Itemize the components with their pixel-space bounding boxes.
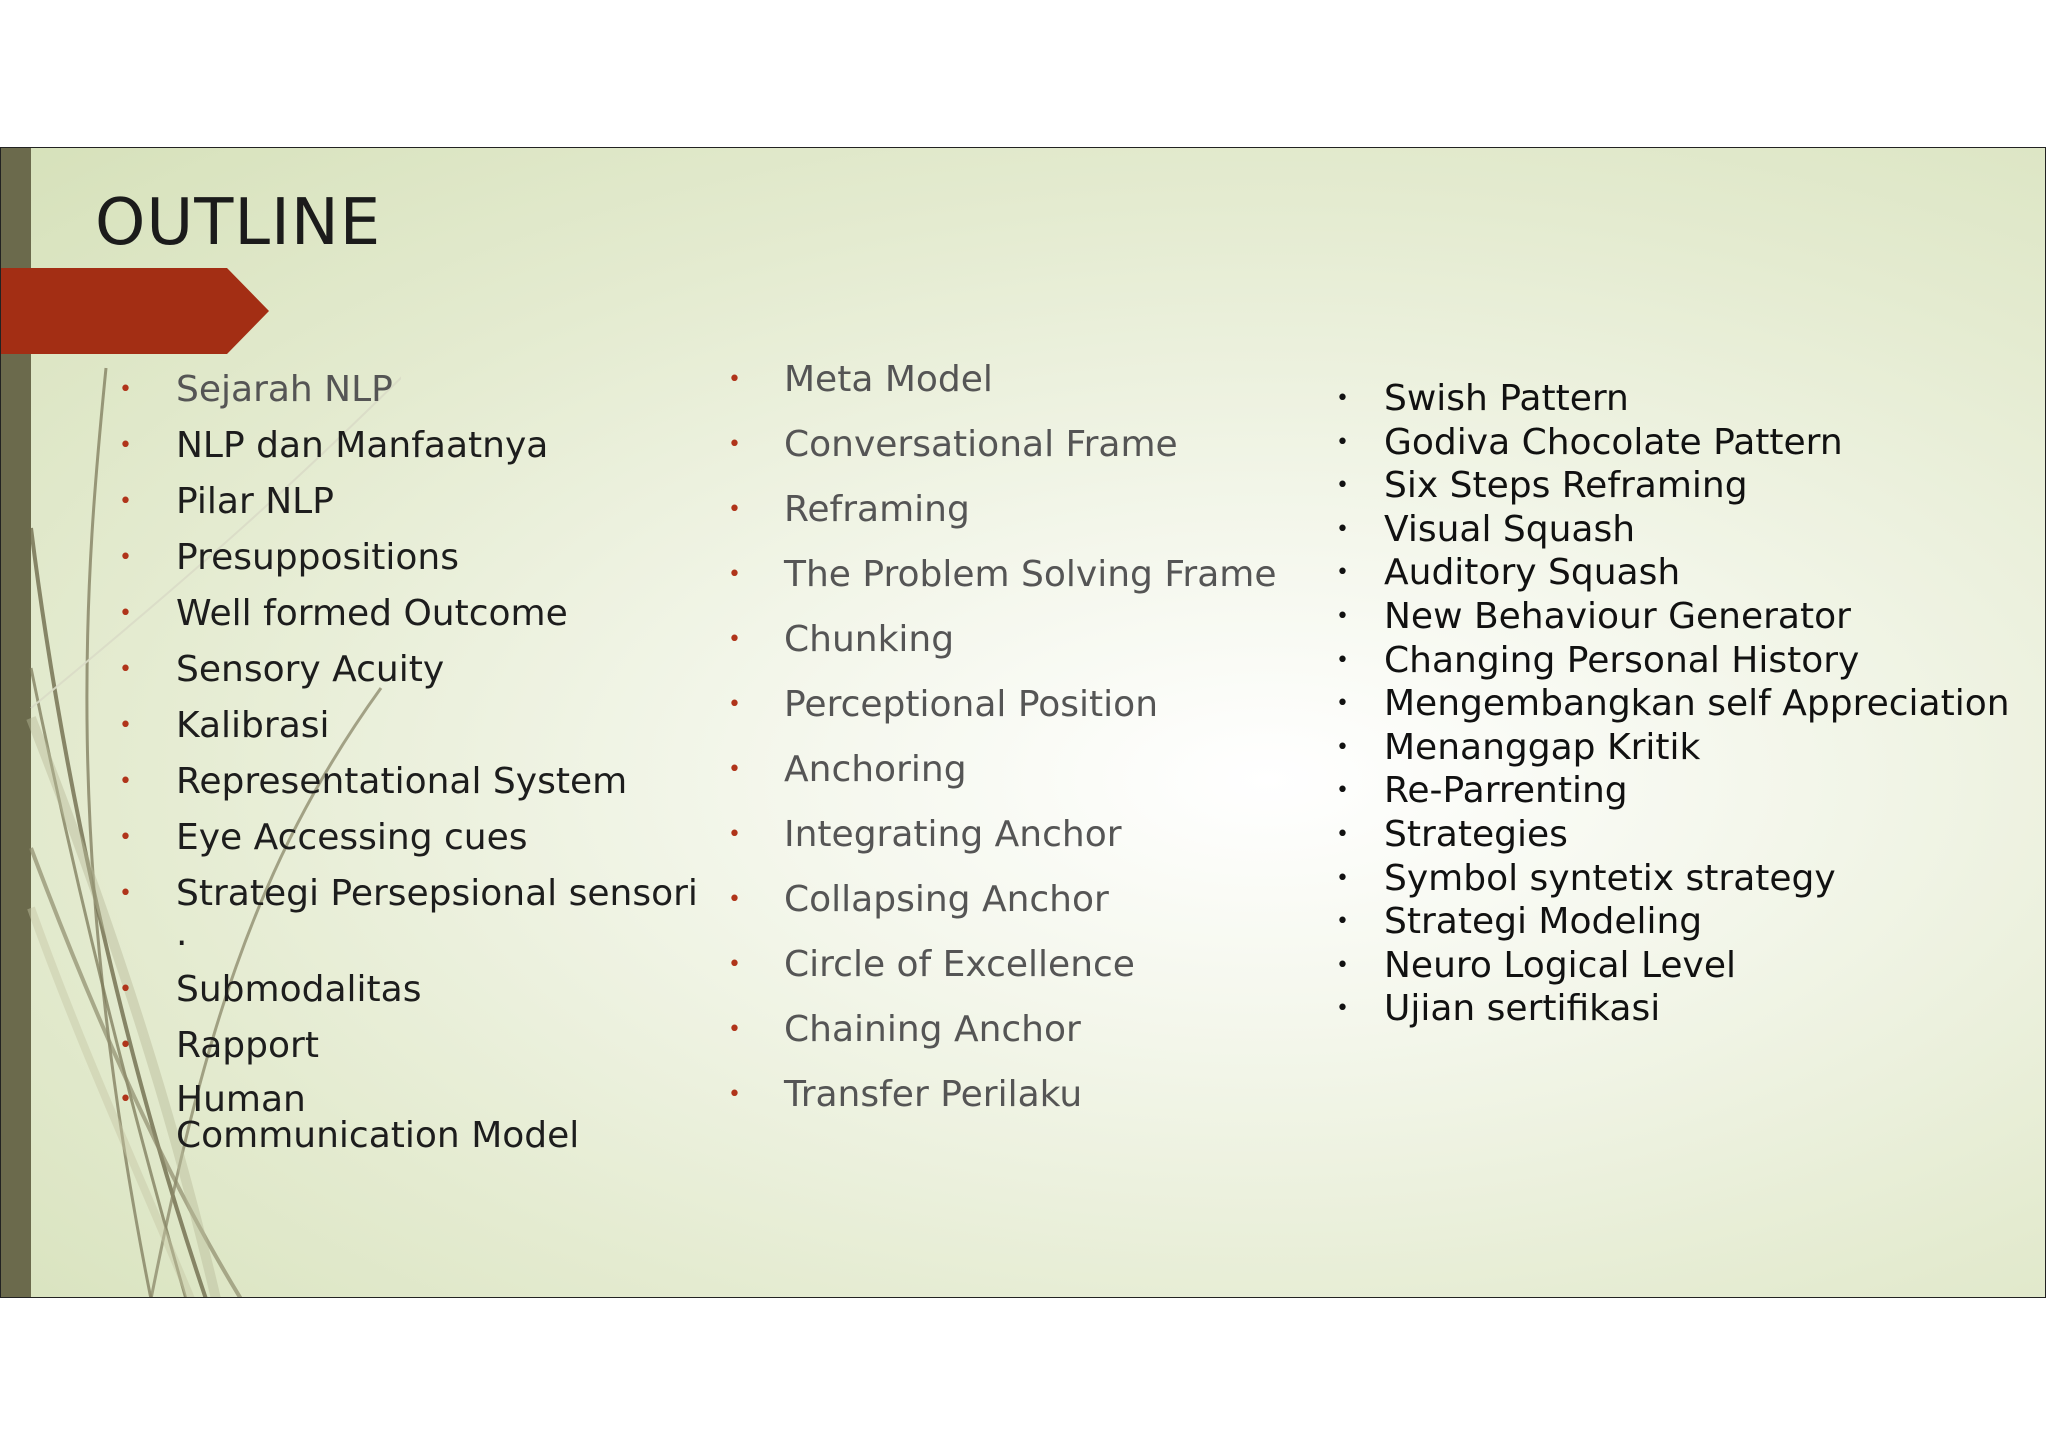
list-item <box>728 1010 1308 1050</box>
bullet-dot-icon: • <box>1336 473 1349 499</box>
bullet-dot-icon: • <box>1336 647 1349 673</box>
list-item <box>119 594 699 634</box>
list-item <box>1336 813 2046 857</box>
list-item-label: Chunking <box>784 619 955 660</box>
bullet-dot-icon: • <box>119 977 132 1002</box>
bullet-dot-icon: • <box>119 713 132 738</box>
list-item-label: Anchoring <box>784 749 967 790</box>
list-item-label: Well formed Outcome <box>176 593 568 634</box>
list-item <box>119 426 699 466</box>
list-item-label: Re-Parrenting <box>1384 770 1628 812</box>
bullet-dot-icon: • <box>728 757 741 782</box>
bullet-dot-icon: • <box>119 1033 132 1058</box>
bullet-dot-icon: • <box>728 562 741 587</box>
bullet-dot-icon: • <box>728 497 741 522</box>
bullet-dot-icon: • <box>119 377 132 402</box>
list-item-label: Perceptional Position <box>784 684 1159 725</box>
bullet-dot-icon: • <box>1336 734 1349 760</box>
list-item-label: Pilar NLP <box>176 481 334 522</box>
bullet-dot-icon: • <box>119 433 132 458</box>
list-item <box>119 538 699 578</box>
list-item-label: Conversational Frame <box>784 424 1178 465</box>
list-item-label: Meta Model <box>784 359 993 400</box>
bullet-dot-icon: • <box>728 367 741 392</box>
list-item <box>728 880 1308 920</box>
slide-title: OUTLINE <box>95 186 382 260</box>
list-item-label: Kalibrasi <box>176 705 330 746</box>
bullet-dot-icon: • <box>728 432 741 457</box>
list-item <box>119 1026 699 1066</box>
list-item <box>119 650 699 690</box>
list-item-label: Changing Personal History <box>1384 639 1860 681</box>
bullet-dot-icon: • <box>1336 691 1349 717</box>
list-item <box>119 706 699 746</box>
list-item <box>1336 987 2046 1031</box>
bullet-dot-icon: • <box>1336 996 1349 1022</box>
list-item-label: Representational System <box>176 761 628 802</box>
bullet-dot-icon: • <box>1336 429 1349 455</box>
list-item <box>728 490 1308 530</box>
list-item <box>728 945 1308 985</box>
list-item <box>728 750 1308 790</box>
list-item-label: Chaining Anchor <box>784 1009 1081 1050</box>
list-item <box>1336 944 2046 988</box>
list-item <box>1336 900 2046 944</box>
title-arrow-banner <box>1 268 271 354</box>
list-item <box>119 874 699 954</box>
bullet-dot-icon: • <box>119 1087 132 1112</box>
list-item-label: New Behaviour Generator <box>1384 595 1851 637</box>
bullet-dot-icon: • <box>119 657 132 682</box>
list-item <box>1336 377 2046 421</box>
outline-column-3 <box>1336 377 2046 1031</box>
list-item-label: Menanggap Kritik <box>1384 726 1701 768</box>
list-item-label: Circle of Excellence <box>784 944 1135 985</box>
list-item <box>1336 595 2046 639</box>
list-item <box>728 815 1308 855</box>
bullet-dot-icon: • <box>119 769 132 794</box>
list-item-label: Mengembangkan self Appreciation <box>1384 683 2010 725</box>
list-item <box>728 620 1308 660</box>
list-item-label: Reframing <box>784 489 970 530</box>
list-item <box>728 1075 1308 1115</box>
list-item <box>1336 421 2046 465</box>
bullet-dot-icon: • <box>1336 952 1349 978</box>
list-item-label: Transfer Perilaku <box>784 1074 1083 1115</box>
list-item <box>119 370 699 410</box>
list-item-label: Presuppositions <box>176 537 460 578</box>
bullet-dot-icon: • <box>728 627 741 652</box>
list-item-label: Sejarah NLP <box>176 369 393 410</box>
bullet-dot-icon: • <box>728 1017 741 1042</box>
list-item <box>1336 639 2046 683</box>
bullet-dot-icon: • <box>1336 865 1349 891</box>
list-item <box>728 555 1308 595</box>
list-item-label: Sensory Acuity <box>176 649 445 690</box>
bullet-dot-icon: • <box>728 952 741 977</box>
list-item <box>728 685 1308 725</box>
list-item-label: Collapsing Anchor <box>784 879 1109 920</box>
list-item <box>1336 508 2046 552</box>
list-item-label: The Problem Solving Frame <box>784 554 1277 595</box>
list-item-label: Strategi Persepsional sensori . <box>176 873 698 954</box>
list-item-label: Strategi Modeling <box>1384 901 1703 943</box>
bullet-dot-icon: • <box>119 825 132 850</box>
bullet-dot-icon: • <box>728 692 741 717</box>
list-item-label: Ujian sertifikasi <box>1384 988 1661 1030</box>
bullet-dot-icon: • <box>119 601 132 626</box>
list-item-label: Godiva Chocolate Pattern <box>1384 421 1843 463</box>
bullet-dot-icon: • <box>119 489 132 514</box>
list-item <box>1336 726 2046 770</box>
list-item <box>728 360 1308 400</box>
bullet-dot-icon: • <box>728 887 741 912</box>
list-item-label: Neuro Logical Level <box>1384 944 1737 986</box>
list-item-label: Human Communication Model <box>176 1079 580 1156</box>
slide <box>0 147 2046 1298</box>
list-item <box>1336 551 2046 595</box>
outline-column-2 <box>728 360 1308 1140</box>
list-item <box>1336 464 2046 508</box>
bullet-dot-icon: • <box>1336 516 1349 542</box>
list-item <box>1336 769 2046 813</box>
bullet-dot-icon: • <box>119 545 132 570</box>
list-item-label: Auditory Squash <box>1384 552 1681 594</box>
list-item-label: Rapport <box>176 1025 319 1066</box>
list-item-label: Swish Pattern <box>1384 378 1629 419</box>
bullet-dot-icon: • <box>1336 909 1349 935</box>
list-item <box>119 762 699 802</box>
list-item <box>119 1079 596 1156</box>
list-item-label: NLP dan Manfaatnya <box>176 425 549 466</box>
list-item-label: Six Steps Reframing <box>1384 465 1748 507</box>
list-item-label: Symbol syntetix strategy <box>1384 857 1836 899</box>
list-item <box>119 970 699 1010</box>
bullet-dot-icon: • <box>1336 386 1349 411</box>
list-item-label: Strategies <box>1384 813 1568 855</box>
list-item <box>119 818 699 858</box>
list-item-label: Submodalitas <box>176 969 422 1010</box>
bullet-dot-icon: • <box>728 822 741 847</box>
outline-column-1 <box>119 370 699 1170</box>
bullet-dot-icon: • <box>119 881 132 906</box>
bullet-dot-icon: • <box>1336 560 1349 586</box>
list-item <box>1336 682 2046 726</box>
list-item <box>1336 857 2046 901</box>
bullet-dot-icon: • <box>1336 821 1349 847</box>
list-item <box>119 482 699 522</box>
bullet-dot-icon: • <box>1336 603 1349 629</box>
list-item <box>728 425 1308 465</box>
list-item-label: Visual Squash <box>1384 508 1636 550</box>
bullet-dot-icon: • <box>728 1082 741 1107</box>
list-item-label: Eye Accessing cues <box>176 817 528 858</box>
bullet-dot-icon: • <box>1336 778 1349 804</box>
list-item-label: Integrating Anchor <box>784 814 1122 855</box>
